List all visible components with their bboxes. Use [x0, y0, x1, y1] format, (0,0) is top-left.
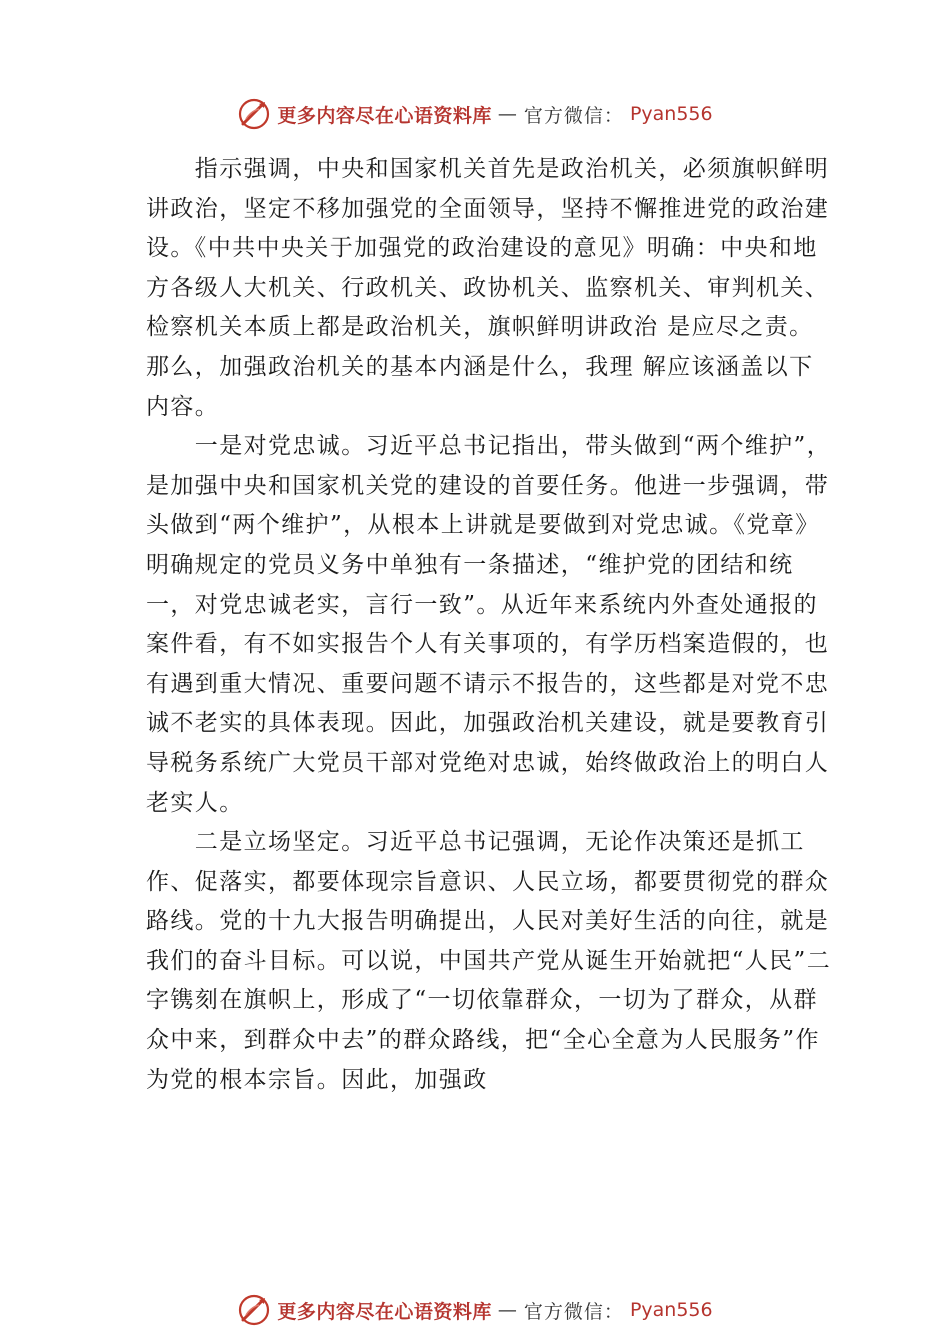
footer-contact-id: Pyan556 — [629, 1299, 713, 1321]
document-body — [146, 150, 836, 1100]
footer-dash: — — [497, 1299, 518, 1321]
banner-contact-id: Pyan556 — [629, 103, 713, 125]
banner-dash: — — [497, 103, 518, 125]
paragraph-intro: 指示强调，中央和国家机关首先是政治机关，必须旗帜鲜明讲政治，坚定不移加强党的全面领导，坚持不懈推进党的政治建设。《中共中央关于加强党的政治建设的意见》明确：中央和地方各级人大机关、行政机关、政协机关、监察机关、审判机关、检察机关本质上都是政治机关，旗帜鲜明讲政治 是应尽之责。那么，加强政治机关的基本内涵是什么，我理 解应该涵盖以下内容。 — [146, 156, 830, 420]
footer-brand: 更多内容尽在心语资料库 — [277, 1300, 492, 1323]
paragraph-stance: 二是立场坚定。习近平总书记强调，无论作决策还是抓工作、促落实，都要体现宗旨意识、人民立场，都要贯彻党的群众路线。党的十九大报告明确提出，人民对美好生活的向往，就是我们的奋斗目标。可以说，中国共产党从诞生开始就把“人民”二字镌刻在旗帜上，形成了“一切依靠群众，一切为了群众，从群众中来，到群众中去”的群众路线，把“全心全意为人民服务”作为党的根本宗旨。因此，加强政 — [146, 829, 832, 1093]
header-banner — [0, 94, 950, 134]
banner-contact-label: 官方微信： — [523, 104, 624, 127]
footer-banner — [0, 1290, 950, 1330]
footer-contact-label: 官方微信： — [523, 1300, 624, 1323]
banner-brand: 更多内容尽在心语资料库 — [277, 104, 492, 127]
pen-logo-icon — [237, 1293, 271, 1327]
paragraph-loyalty: 一是对党忠诚。习近平总书记指出，带头做到“两个维护”，是加强中央和国家机关党的建设的首要任务。他进一步强调，带头做到“两个维护”，从根本上讲就是要做到对党忠诚。《党章》明确规定的党员义务中单独有一条描述，“维护党的团结和统一，对党忠诚老实，言行一致”。从近年来系统内外查处通报的案件看，有不如实报告个人有关事项的，有学历档案造假的，也有遇到重大情况、重要问题不请示不报告的，这些都是对党不忠诚不老实的具体表现。因此，加强政治机关建设，就是要教育引导税务系统广大党员干部对党绝对忠诚，始终做政治上的明白人老实人。 — [146, 433, 832, 816]
pen-logo-icon — [237, 97, 271, 131]
